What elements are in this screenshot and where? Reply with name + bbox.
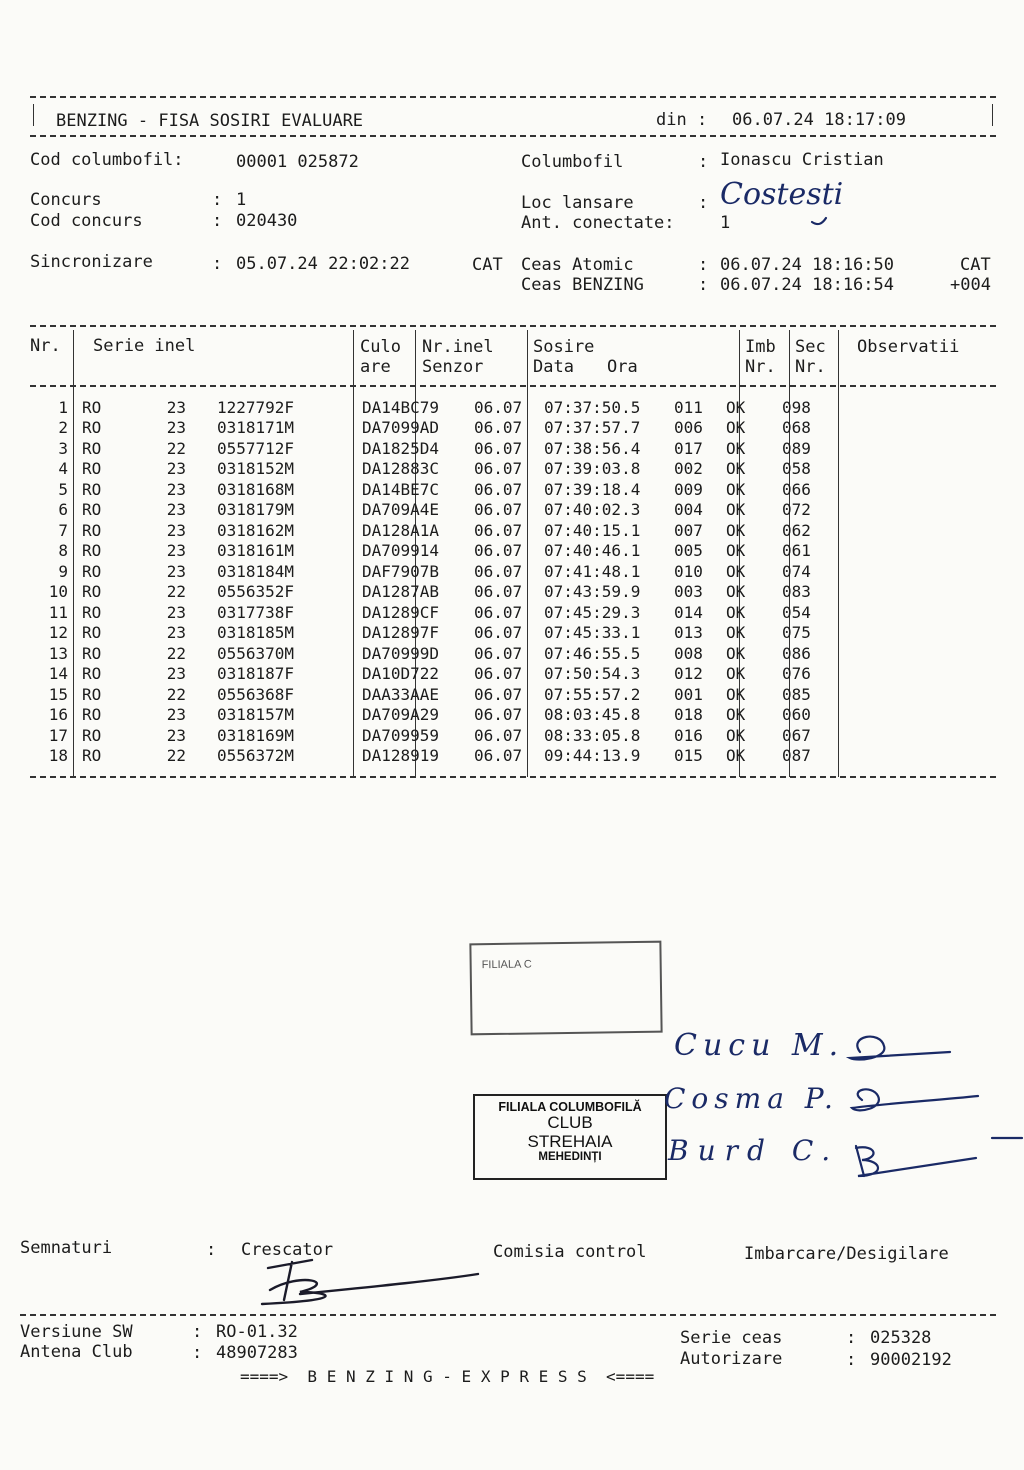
row-imb: 016 [674, 725, 703, 745]
col-sec-2: Nr. [795, 357, 826, 377]
concurs-value: 1 [236, 190, 247, 210]
col-nr-inel-1: Nr.inel [422, 337, 494, 357]
row-nr: 7 [58, 520, 68, 540]
stamp-line-1: FILIALA COLUMBOFILĂ [498, 1100, 642, 1114]
row-nr: 13 [48, 643, 68, 663]
cod-columbofil-value: 00001 025872 [236, 152, 359, 172]
row-sensor: DAA33AAE [362, 684, 440, 704]
row-imb: 013 [674, 623, 703, 643]
row-ring: 0318168M [216, 479, 294, 499]
row-obs: 086 [782, 643, 811, 663]
crescator-signature [262, 1260, 478, 1304]
autorizare-colon: : [846, 1350, 857, 1370]
col-observatii: Observatii [857, 337, 960, 357]
faint-stamp-text: FILIALA C [481, 958, 532, 972]
row-sensor: DA12883C [362, 459, 440, 479]
row-year: 23 [166, 541, 186, 561]
row-sensor: DA709A4E [362, 500, 440, 520]
row-nr: 4 [58, 459, 68, 479]
sig-3-mark [856, 1146, 976, 1176]
sincronizare-colon: : [212, 254, 223, 274]
row-date: 06.07 [474, 623, 523, 643]
din-label: din : [656, 110, 708, 130]
row-time: 07:46:55.5 [544, 643, 641, 663]
row-country: RO [82, 561, 102, 581]
row-sec: OK [726, 705, 746, 725]
row-obs: 068 [782, 418, 811, 438]
ceas-atomic-colon: : [698, 255, 709, 275]
row-obs: 058 [782, 459, 811, 479]
row-nr: 12 [48, 623, 68, 643]
serie-ceas-value: 025328 [870, 1328, 932, 1348]
row-sensor: DA7099AD [362, 418, 440, 438]
row-imb: 003 [674, 582, 703, 602]
col-nr-inel-2: Senzor [422, 357, 484, 377]
row-date: 06.07 [474, 725, 523, 745]
row-nr: 1 [58, 397, 68, 417]
loc-underline-mark [812, 218, 826, 224]
row-sensor: DA12897F [362, 623, 440, 643]
row-sensor: DA14BE7C [362, 479, 440, 499]
row-obs: 089 [782, 438, 811, 458]
row-sensor: DA70999D [362, 643, 440, 663]
antena-colon: : [192, 1343, 203, 1363]
row-country: RO [82, 397, 102, 417]
row-time: 07:45:33.1 [544, 623, 641, 643]
row-country: RO [82, 438, 102, 458]
autorizare-value: 90002192 [870, 1350, 952, 1370]
row-year: 23 [166, 397, 186, 417]
row-year: 23 [166, 705, 186, 725]
row-time: 07:45:29.3 [544, 602, 641, 622]
row-date: 06.07 [474, 397, 523, 417]
row-time: 07:39:18.4 [544, 479, 641, 499]
row-sec: OK [726, 623, 746, 643]
col-imb-2: Nr. [745, 357, 776, 377]
row-time: 08:03:45.8 [544, 705, 641, 725]
row-sec: OK [726, 664, 746, 684]
row-date: 06.07 [474, 541, 523, 561]
row-obs: 061 [782, 541, 811, 561]
row-imb: 017 [674, 438, 703, 458]
row-imb: 011 [674, 397, 703, 417]
row-nr: 14 [48, 664, 68, 684]
row-imb: 005 [674, 541, 703, 561]
row-time: 07:43:59.9 [544, 582, 641, 602]
row-nr: 16 [48, 705, 68, 725]
row-date: 06.07 [474, 746, 523, 766]
row-imb: 018 [674, 705, 703, 725]
ant-label: Ant. conectate: [521, 213, 675, 233]
row-date: 06.07 [474, 500, 523, 520]
versiune-label: Versiune SW [20, 1322, 133, 1342]
row-ring: 0318185M [216, 623, 294, 643]
row-obs: 067 [782, 725, 811, 745]
row-ring: 0557712F [216, 438, 294, 458]
row-year: 23 [166, 459, 186, 479]
row-imb: 001 [674, 684, 703, 704]
row-imb: 004 [674, 500, 703, 520]
row-ring: 0317738F [216, 602, 294, 622]
row-nr: 5 [58, 479, 68, 499]
row-nr: 11 [48, 602, 68, 622]
row-nr: 18 [48, 746, 68, 766]
ceas-atomic-value: 06.07.24 18:16:50 [720, 255, 894, 275]
col-culoare-1: Culo [360, 337, 401, 357]
row-ring: 1227792F [216, 397, 294, 417]
row-nr: 17 [48, 725, 68, 745]
row-ring: 0556372M [216, 746, 294, 766]
row-sensor: DAF7907B [362, 561, 440, 581]
cod-columbofil-label: Cod columbofil: [30, 150, 184, 170]
row-obs: 098 [782, 397, 811, 417]
row-ring: 0556352F [216, 582, 294, 602]
row-country: RO [82, 725, 102, 745]
row-imb: 014 [674, 602, 703, 622]
row-sec: OK [726, 684, 746, 704]
row-time: 07:40:15.1 [544, 520, 641, 540]
row-country: RO [82, 664, 102, 684]
versiune-colon: : [192, 1322, 203, 1342]
row-date: 06.07 [474, 438, 523, 458]
sincronizare-label: Sincronizare [30, 252, 153, 272]
row-obs: 072 [782, 500, 811, 520]
row-country: RO [82, 746, 102, 766]
sig-2-mark [852, 1089, 978, 1110]
row-sec: OK [726, 582, 746, 602]
brand-line: ====> B E N Z I N G - E X P R E S S <==== [240, 1367, 655, 1386]
row-year: 23 [166, 479, 186, 499]
row-nr: 15 [48, 684, 68, 704]
row-date: 06.07 [474, 459, 523, 479]
loc-lansare-colon: : [698, 193, 709, 213]
row-sensor: DA709914 [362, 541, 440, 561]
row-time: 07:39:03.8 [544, 459, 641, 479]
cod-concurs-value: 020430 [236, 211, 298, 231]
row-obs: 087 [782, 746, 811, 766]
col-sosire: Sosire [533, 337, 595, 357]
row-year: 23 [166, 602, 186, 622]
ceas-benzing-value: 06.07.24 18:16:54 [720, 275, 894, 295]
semnaturi-label: Semnaturi [20, 1238, 113, 1258]
row-date: 06.07 [474, 643, 523, 663]
versiune-value: RO-01.32 [216, 1322, 298, 1342]
row-time: 07:38:56.4 [544, 438, 641, 458]
din-value: 06.07.24 18:17:09 [732, 110, 906, 130]
row-ring: 0556368F [216, 684, 294, 704]
row-ring: 0556370M [216, 643, 294, 663]
row-date: 06.07 [474, 684, 523, 704]
row-sec: OK [726, 746, 746, 766]
row-country: RO [82, 500, 102, 520]
row-ring: 0318187F [216, 664, 294, 684]
signature-1-name: Cucu M. [674, 1028, 845, 1063]
row-time: 07:50:54.3 [544, 664, 641, 684]
col-imb-1: Imb [745, 337, 776, 357]
concurs-colon: : [212, 190, 223, 210]
row-time: 07:40:02.3 [544, 500, 641, 520]
ceas-atomic-tz: CAT [960, 255, 991, 275]
row-country: RO [82, 520, 102, 540]
antena-value: 48907283 [216, 1343, 298, 1363]
ceas-atomic-label: Ceas Atomic [521, 255, 634, 275]
sincronizare-value: 05.07.24 22:02:22 [236, 254, 410, 274]
row-country: RO [82, 418, 102, 438]
row-sensor: DA1825D4 [362, 438, 440, 458]
signature-2-name: Cosma P. [664, 1082, 839, 1115]
row-sensor: DA14BC79 [362, 397, 440, 417]
row-time: 07:37:57.7 [544, 418, 641, 438]
sig-1-mark [850, 1037, 950, 1060]
row-date: 06.07 [474, 664, 523, 684]
row-nr: 8 [58, 541, 68, 561]
loc-lansare-value: Costesti [720, 177, 844, 212]
sincronizare-tz: CAT [472, 255, 503, 275]
row-imb: 012 [674, 664, 703, 684]
row-nr: 3 [58, 438, 68, 458]
row-country: RO [82, 684, 102, 704]
col-nr: Nr. [30, 336, 61, 356]
row-ring: 0318169M [216, 725, 294, 745]
row-country: RO [82, 541, 102, 561]
row-obs: 054 [782, 602, 811, 622]
col-serie-inel: Serie inel [93, 336, 196, 356]
footer-rule [20, 1314, 996, 1316]
row-year: 23 [166, 418, 186, 438]
cod-concurs-label: Cod concurs [30, 211, 143, 231]
row-imb: 006 [674, 418, 703, 438]
row-year: 23 [166, 623, 186, 643]
row-imb: 002 [674, 459, 703, 479]
row-obs: 075 [782, 623, 811, 643]
row-sec: OK [726, 459, 746, 479]
row-sec: OK [726, 500, 746, 520]
concurs-label: Concurs [30, 190, 102, 210]
row-ring: 0318162M [216, 520, 294, 540]
row-year: 22 [166, 438, 186, 458]
signature-3-name: Burd C. [668, 1134, 840, 1167]
row-obs: 066 [782, 479, 811, 499]
row-nr: 9 [58, 561, 68, 581]
col-sec-1: Sec [795, 337, 826, 357]
autorizare-label: Autorizare [680, 1349, 783, 1369]
row-imb: 010 [674, 561, 703, 581]
row-year: 23 [166, 664, 186, 684]
serie-ceas-label: Serie ceas [680, 1328, 783, 1348]
row-obs: 060 [782, 705, 811, 725]
row-date: 06.07 [474, 479, 523, 499]
row-ring: 0318157M [216, 705, 294, 725]
row-sensor: DA128A1A [362, 520, 440, 540]
row-date: 06.07 [474, 582, 523, 602]
row-time: 08:33:05.8 [544, 725, 641, 745]
cod-concurs-colon: : [212, 211, 223, 231]
columbofil-colon: : [698, 152, 709, 172]
row-country: RO [82, 459, 102, 479]
row-year: 22 [166, 684, 186, 704]
row-imb: 015 [674, 746, 703, 766]
stamp-line-2: CLUB [547, 1113, 593, 1132]
row-sec: OK [726, 541, 746, 561]
row-sensor: DA709A29 [362, 705, 440, 725]
row-sec: OK [726, 602, 746, 622]
row-ring: 0318184M [216, 561, 294, 581]
row-date: 06.07 [474, 561, 523, 581]
row-sec: OK [726, 479, 746, 499]
row-sec: OK [726, 643, 746, 663]
imbarcare-label: Imbarcare/Desigilare [744, 1244, 949, 1264]
row-time: 07:40:46.1 [544, 541, 641, 561]
row-sec: OK [726, 418, 746, 438]
row-obs: 076 [782, 664, 811, 684]
row-sensor: DA1289CF [362, 602, 440, 622]
comisia-label: Comisia control [493, 1242, 647, 1262]
row-nr: 6 [58, 500, 68, 520]
row-sec: OK [726, 438, 746, 458]
ant-value: 1 [720, 213, 731, 233]
row-sensor: DA709959 [362, 725, 440, 745]
row-date: 06.07 [474, 418, 523, 438]
row-country: RO [82, 623, 102, 643]
row-imb: 007 [674, 520, 703, 540]
ceas-benzing-colon: : [698, 275, 709, 295]
report-title: BENZING - FISA SOSIRI EVALUARE [56, 111, 364, 131]
row-sec: OK [726, 561, 746, 581]
ceas-benzing-label: Ceas BENZING [521, 275, 644, 295]
col-ora: Ora [607, 357, 638, 377]
columbofil-label: Columbofil [521, 152, 624, 172]
antena-label: Antena Club [20, 1342, 133, 1362]
row-sec: OK [726, 397, 746, 417]
row-date: 06.07 [474, 705, 523, 725]
row-country: RO [82, 705, 102, 725]
row-obs: 074 [782, 561, 811, 581]
row-year: 23 [166, 725, 186, 745]
row-sec: OK [726, 725, 746, 745]
row-ring: 0318161M [216, 541, 294, 561]
row-obs: 085 [782, 684, 811, 704]
row-year: 22 [166, 746, 186, 766]
row-date: 06.07 [474, 520, 523, 540]
row-nr: 2 [58, 418, 68, 438]
row-year: 22 [166, 582, 186, 602]
loc-lansare-label: Loc lansare [521, 193, 634, 213]
row-country: RO [82, 602, 102, 622]
row-obs: 062 [782, 520, 811, 540]
row-sensor: DA128919 [362, 746, 440, 766]
col-culoare-2: are [360, 357, 391, 377]
row-time: 09:44:13.9 [544, 746, 641, 766]
row-imb: 008 [674, 643, 703, 663]
row-year: 23 [166, 500, 186, 520]
stamp-line-3: STREHAIA [527, 1132, 613, 1151]
row-country: RO [82, 582, 102, 602]
row-country: RO [82, 643, 102, 663]
row-time: 07:37:50.5 [544, 397, 641, 417]
row-imb: 009 [674, 479, 703, 499]
row-nr: 10 [48, 582, 68, 602]
row-ring: 0318152M [216, 459, 294, 479]
row-year: 22 [166, 643, 186, 663]
row-sensor: DA1287AB [362, 582, 440, 602]
col-data: Data [533, 357, 574, 377]
row-sec: OK [726, 520, 746, 540]
row-time: 07:41:48.1 [544, 561, 641, 581]
row-obs: 083 [782, 582, 811, 602]
row-country: RO [82, 479, 102, 499]
row-ring: 0318179M [216, 500, 294, 520]
row-time: 07:55:57.2 [544, 684, 641, 704]
ceas-benzing-offset: +004 [950, 275, 991, 295]
row-year: 23 [166, 561, 186, 581]
row-year: 23 [166, 520, 186, 540]
row-sensor: DA10D722 [362, 664, 440, 684]
columbofil-value: Ionascu Cristian [720, 150, 884, 170]
semnaturi-colon: : [206, 1240, 217, 1260]
row-ring: 0318171M [216, 418, 294, 438]
row-date: 06.07 [474, 602, 523, 622]
stamp-line-4: MEHEDINȚI [538, 1151, 602, 1163]
crescator-label: Crescator [241, 1240, 334, 1260]
serie-ceas-colon: : [846, 1328, 857, 1348]
